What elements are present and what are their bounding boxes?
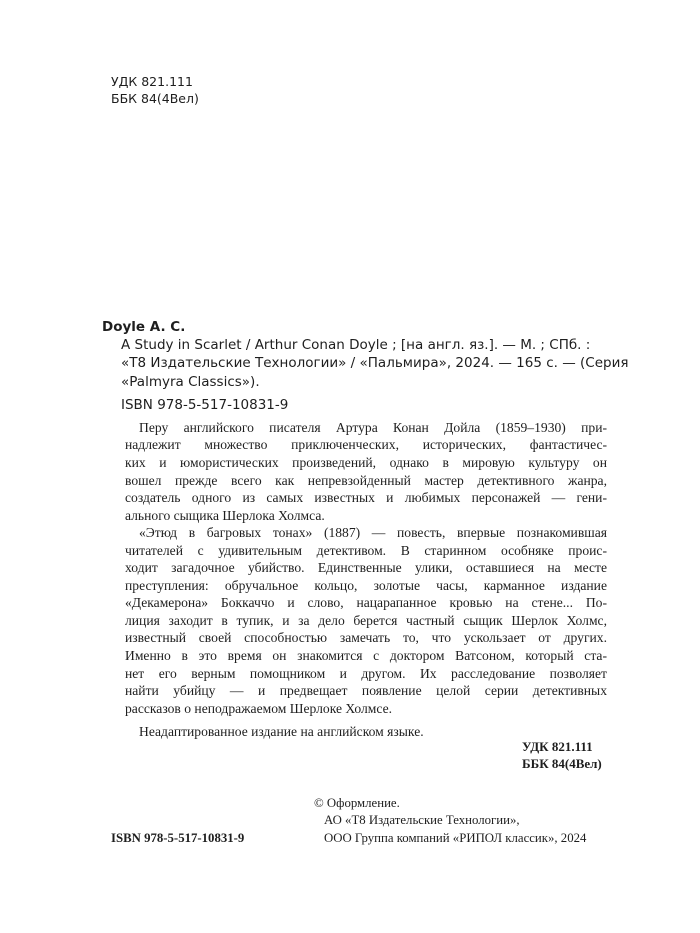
annotation-line: надлежит множество приключенческих, исторических, фантастичес- — [125, 437, 607, 453]
annotation-line: «Этюд в багровых тонах» (1887) — повесть, впервые познакомившая — [139, 525, 607, 541]
author-heading: Doyle A. C. — [102, 319, 186, 335]
top-classification-codes — [111, 73, 199, 107]
annotation-line: создатель одного из самых известных и любимых персонажей — гени- — [125, 490, 607, 506]
annotation-line: Перу английского писателя Артура Конан Дойла (1859–1930) при- — [139, 419, 607, 435]
bottom-isbn: ISBN 978-5-517-10831-9 — [111, 831, 245, 845]
annotation — [102, 419, 607, 717]
annotation-line: читателей с удивительным детективом. В старинном особняке проис- — [125, 542, 607, 558]
copyright-line: © Оформление. — [314, 796, 400, 810]
bib-line: «Т8 Издательские Технологии» / «Пальмира», 2024. — 165 с. — (Серия — [121, 355, 629, 372]
bbk-code: ББК 84(4Вел) — [111, 91, 199, 106]
copyright-line: ООО Группа компаний «РИПОЛ классик», 2024 — [324, 830, 587, 845]
bibliographic-description — [102, 336, 629, 391]
annotation-line: ких и юмористических произведений, однако в мировую культуру он — [125, 454, 607, 470]
annotation-line: ального сыщика Шерлока Холмса. — [125, 507, 325, 523]
annotation-line: Именно в это время он знакомится с доктором Ватсоном, который ста- — [125, 648, 607, 663]
annotation-line: преступления: обручальное кольцо, золотые часы, карманное издание — [125, 577, 607, 593]
annotation-line: вошел прежде всего как непревзойденный мастер детективного жанра, — [125, 472, 607, 488]
annotation-line: известный своей способностью замечать то, что ускользает от других. — [125, 630, 607, 646]
isbn: ISBN 978-5-517-10831-9 — [121, 396, 289, 413]
annotation-line: «Декамерона» Боккаччо и слово, нацарапанное кровью на стене... По- — [125, 595, 607, 611]
bib-line: «Palmyra Classics»). — [121, 373, 260, 390]
edition-note: Неадаптированное издание на английском языке. — [139, 724, 424, 740]
annotation-line: нет его верным помощником и другом. Их расследование позволяет — [125, 665, 607, 681]
annotation-line: ходит загадочное убийство. Единственные улики, оставшиеся на месте — [125, 560, 607, 576]
bib-line: A Study in Scarlet / Arthur Conan Doyle ; [на англ. яз.]. — М. ; СПб. : — [121, 337, 591, 353]
udk-code: УДК 821.111 — [522, 739, 593, 754]
annotation-line: найти убийцу — и предвещает появление целой серии детективных — [125, 683, 607, 699]
udk-code: УДК 821.111 — [111, 74, 193, 89]
right-classification-codes — [522, 738, 602, 772]
copyright-line: АО «Т8 Издательские Технологии», — [324, 813, 520, 828]
copyright-block — [314, 795, 586, 847]
catalog-record — [102, 318, 629, 741]
annotation-line: рассказов о неподражаемом Шерлоке Холмсе. — [125, 700, 393, 716]
annotation-line: лиция заходит в тупик, и за дело берется частный сыщик Шерлок Холмс, — [125, 612, 607, 628]
bbk-code: ББК 84(4Вел) — [522, 756, 602, 771]
